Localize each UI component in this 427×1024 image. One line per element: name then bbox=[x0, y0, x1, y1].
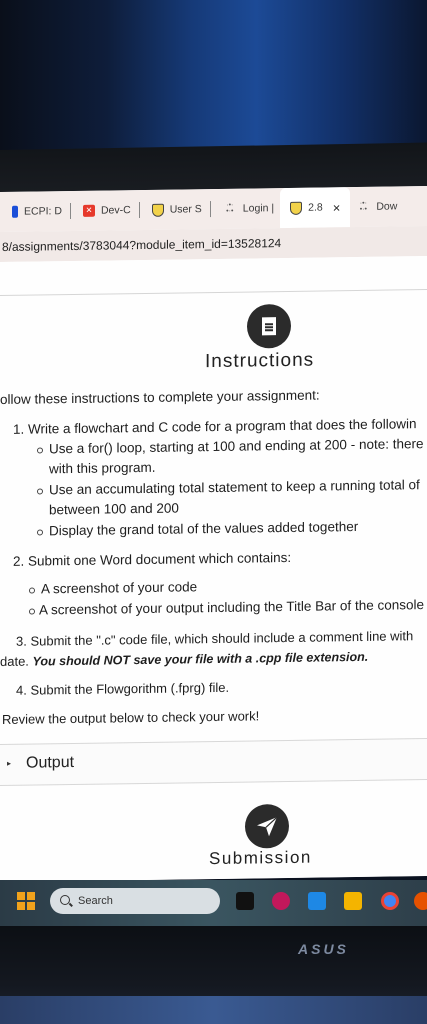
tab-label: ECPI: D bbox=[24, 205, 62, 218]
output-label: Output bbox=[26, 753, 75, 772]
tab-active-2-8[interactable] bbox=[280, 187, 350, 228]
d2l-icon: ·•· •·• bbox=[359, 199, 367, 213]
keyboard-edge bbox=[0, 996, 427, 1024]
step-1: 1. Write a flowchart and C code for a program that does the followin bbox=[13, 416, 417, 437]
instructions-heading: Instructions bbox=[205, 349, 315, 373]
step-2-bullet-2: A screenshot of your output including the Title Bar of the console bbox=[39, 597, 424, 618]
tab-label: Dow bbox=[376, 200, 398, 213]
bullet-icon bbox=[29, 609, 35, 615]
intro-text: ollow these instructions to complete your assignment: bbox=[0, 387, 320, 407]
shield-icon bbox=[152, 203, 164, 216]
taskbar-search[interactable] bbox=[50, 888, 220, 914]
assignment-content bbox=[0, 256, 427, 882]
tab-user[interactable] bbox=[146, 189, 217, 230]
tab-separator bbox=[70, 203, 71, 219]
submission-heading: Submission bbox=[209, 847, 312, 869]
red-app-icon: ✕ bbox=[83, 205, 95, 217]
divider bbox=[0, 289, 427, 296]
address-bar[interactable]: 8/assignments/3783044?module_item_id=13528124 bbox=[0, 226, 427, 262]
step-1-bullet-3: Display the grand total of the values added together bbox=[49, 518, 359, 539]
step-1-bullet-2: Use an accumulating total statement to keep a running total of bbox=[49, 477, 420, 498]
browser-window bbox=[0, 186, 427, 882]
tab-download[interactable] bbox=[350, 186, 403, 227]
photo-background bbox=[0, 0, 427, 160]
bullet-icon bbox=[37, 447, 43, 453]
bullet-icon bbox=[37, 529, 43, 535]
step-3-cont bbox=[0, 649, 368, 669]
bullet-icon bbox=[37, 488, 43, 494]
tab-label: User S bbox=[169, 203, 202, 216]
step-3: 3. Submit the ".c" code file, which should include a comment line with bbox=[16, 628, 414, 649]
bullet-icon bbox=[29, 588, 35, 594]
tab-label: 2.8 bbox=[308, 201, 323, 214]
step-1-bullet-2-cont: between 100 and 200 bbox=[49, 500, 179, 518]
shield-icon bbox=[290, 201, 302, 214]
step-1-bullet-1: Use a for() loop, starting at 100 and ending at 200 - note: there bbox=[49, 436, 424, 457]
tab-separator bbox=[210, 201, 211, 217]
brand-logo: ASUS bbox=[298, 941, 349, 957]
tab-ecpi[interactable] bbox=[0, 191, 77, 232]
search-label: Search bbox=[78, 895, 113, 907]
step-3-date: date. bbox=[0, 653, 29, 669]
monitor-bezel-bottom bbox=[0, 926, 427, 1024]
tab-devc[interactable] bbox=[77, 190, 146, 231]
windows-start-icon[interactable] bbox=[17, 892, 35, 910]
close-icon[interactable]: × bbox=[332, 199, 341, 215]
chrome-icon[interactable] bbox=[381, 892, 399, 910]
mail-icon[interactable] bbox=[344, 892, 362, 910]
d2l-icon: ·•· •·• bbox=[226, 201, 234, 215]
file-explorer-icon[interactable] bbox=[308, 892, 326, 910]
output-panel[interactable] bbox=[0, 738, 427, 786]
review-text: Review the output below to check your work! bbox=[2, 708, 260, 727]
blue-bar-icon bbox=[12, 206, 18, 218]
app-icon[interactable] bbox=[414, 892, 427, 910]
step-4: 4. Submit the Flowgorithm (.fprg) file. bbox=[16, 679, 230, 698]
step-2: 2. Submit one Word document which contains: bbox=[13, 549, 292, 569]
tab-separator bbox=[139, 202, 140, 218]
step-2-bullet-1: A screenshot of your code bbox=[41, 579, 198, 597]
paper-plane-icon bbox=[245, 804, 289, 849]
search-icon bbox=[60, 895, 70, 905]
step-1-bullet-1-cont: with this program. bbox=[49, 459, 156, 477]
tab-login[interactable] bbox=[217, 188, 280, 229]
meet-icon[interactable] bbox=[272, 892, 290, 910]
triangle-right-icon: ▸ bbox=[7, 758, 12, 768]
document-icon bbox=[247, 304, 291, 349]
task-view-icon[interactable] bbox=[236, 892, 254, 910]
windows-taskbar bbox=[0, 880, 427, 926]
tab-label: Login | bbox=[242, 202, 275, 215]
tab-strip bbox=[0, 186, 427, 232]
step-3-warning: You should NOT save your file with a .cpp file extension. bbox=[32, 649, 369, 669]
tab-label: Dev-C bbox=[100, 204, 131, 217]
